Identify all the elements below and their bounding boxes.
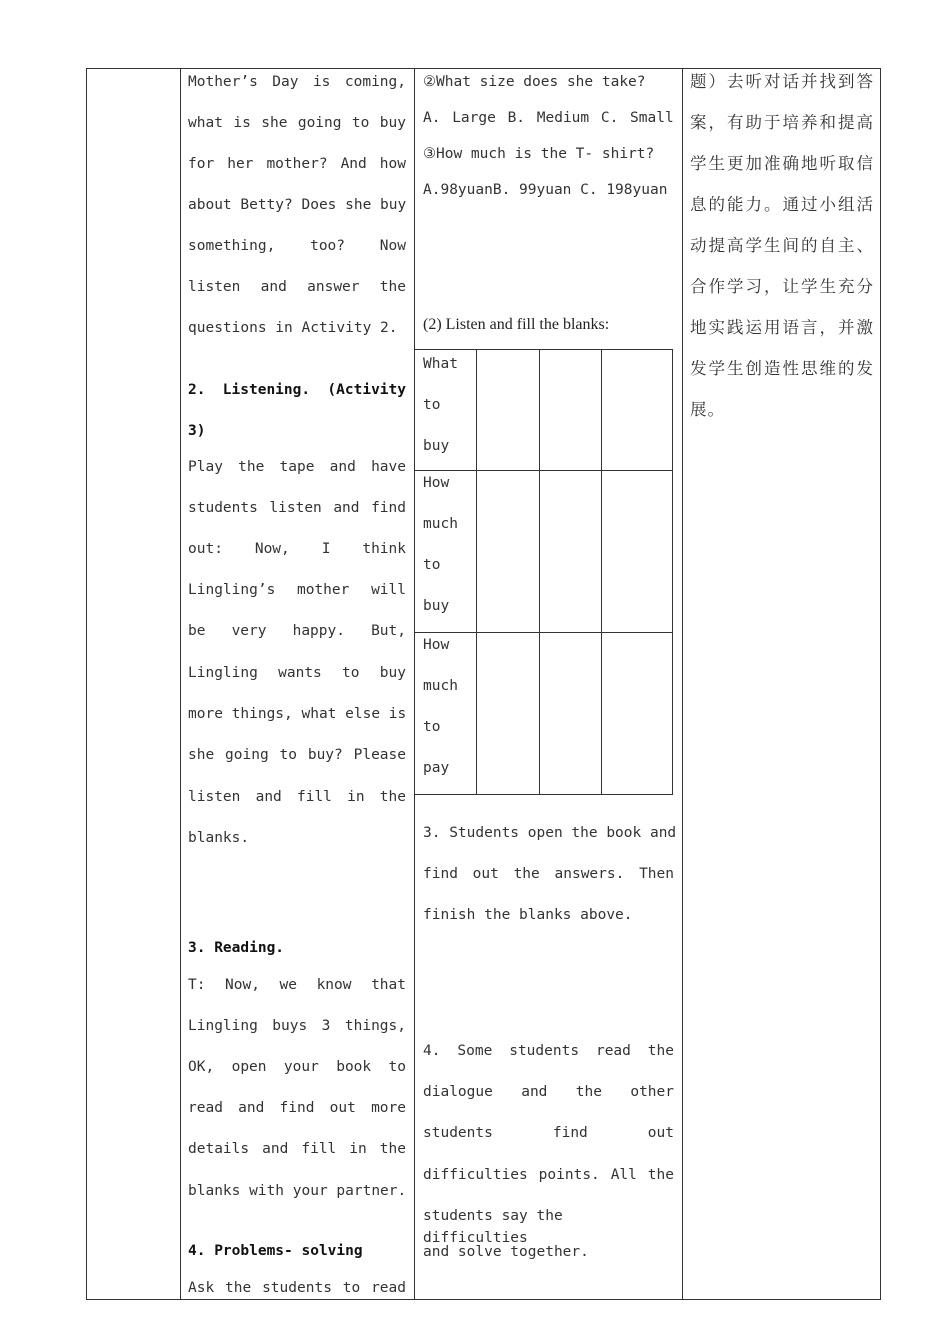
text-line: students say the difficulties [423, 1208, 563, 1246]
text-line: blanks. [188, 830, 250, 846]
table-row-label [423, 350, 473, 457]
text-line: T: Now, we know that [188, 977, 406, 993]
label-line: much [423, 516, 458, 532]
label-line: buy [423, 438, 450, 454]
label-line: What [423, 356, 458, 372]
text-line: Mother’s Day is coming, [188, 74, 406, 90]
text-line: something, too? Now [188, 238, 406, 254]
label-line: to [423, 557, 441, 573]
table-divider [476, 350, 477, 794]
text-line: listen and fill in the [188, 789, 406, 805]
text-line: find out the answers. Then [423, 866, 674, 882]
label-line: buy [423, 598, 450, 614]
text-line: and solve together. [423, 1244, 589, 1260]
text-line: more things, what else is [188, 706, 407, 722]
text-line: 3. Students open the book and [423, 825, 677, 841]
text-line: she going to buy? Please [188, 747, 406, 763]
text-line: 学生更加准确地听取信 [690, 154, 874, 173]
text-line: Lingling wants to buy [188, 665, 406, 681]
table-divider [539, 350, 540, 794]
table-divider [601, 350, 602, 794]
text-line: Play the tape and have [188, 459, 406, 475]
text-line: Ask the students to read [188, 1280, 406, 1296]
text-line: 展。 [690, 400, 725, 419]
text-line: 息的能力。通过小组活 [690, 195, 874, 214]
text-line: questions in Activity 2. [188, 320, 398, 336]
text-line: dialogue and the other [423, 1084, 674, 1100]
text-line: for her mother? And how [188, 156, 406, 172]
text-line: read and find out more [188, 1100, 406, 1116]
question-line: ③How much is the T- shirt? [423, 146, 655, 162]
label-line: How [423, 637, 450, 653]
text-line: finish the blanks above. [423, 907, 633, 923]
text-line: blanks with your partner. [188, 1183, 407, 1199]
text-line: Lingling buys 3 things, [188, 1018, 406, 1034]
column-divider [682, 68, 683, 1300]
text-line: Lingling’s mother will [188, 582, 406, 598]
text-line: 发学生创造性思维的发 [690, 359, 874, 378]
text-line: 题）去听对话并找到答 [690, 72, 874, 91]
text-line: be very happy. But, [188, 623, 406, 639]
options-line: A. Large B. Medium C. Small [423, 110, 674, 126]
text-line: 动提高学生间的自主、 [690, 236, 874, 255]
text-line: difficulties points. All the [423, 1167, 674, 1183]
fill-heading: (2) Listen and fill the blanks: [423, 316, 610, 333]
fill-blanks-table [414, 349, 673, 795]
text-line: listen and answer the [188, 279, 406, 295]
text-line: 案，有助于培养和提高 [690, 113, 874, 132]
label-line: How [423, 475, 450, 491]
label-line: pay [423, 760, 450, 776]
column-divider [180, 68, 181, 1300]
text-line: OK, open your book to [188, 1059, 406, 1075]
section-heading-listening: 2. Listening. (Activity [188, 382, 406, 398]
section-heading-reading: 3. Reading. [188, 940, 285, 956]
text-line: about Betty? Does she buy [188, 197, 407, 213]
section-heading-problems: 4. Problems- solving [188, 1243, 363, 1259]
question-line: ②What size does she take? [423, 74, 646, 90]
text-line: 地实践运用语言，并激 [690, 318, 874, 337]
text-line: students find out [423, 1125, 674, 1141]
label-line: much [423, 678, 458, 694]
options-line: A.98yuanB. 99yuan C. 198yuan [423, 182, 668, 198]
label-line: to [423, 397, 441, 413]
text-line: students listen and find [188, 500, 406, 516]
table-row-label [423, 471, 473, 617]
text-line: 合作学习，让学生充分 [690, 277, 874, 296]
text-line: what is she going to buy [188, 115, 406, 131]
table-row-label [423, 633, 473, 779]
text-line: out: Now, I think [188, 541, 406, 557]
text-line: 4. Some students read the [423, 1043, 674, 1059]
text-line: details and fill in the [188, 1141, 406, 1157]
section-heading-listening: 3) [188, 423, 206, 439]
label-line: to [423, 719, 441, 735]
